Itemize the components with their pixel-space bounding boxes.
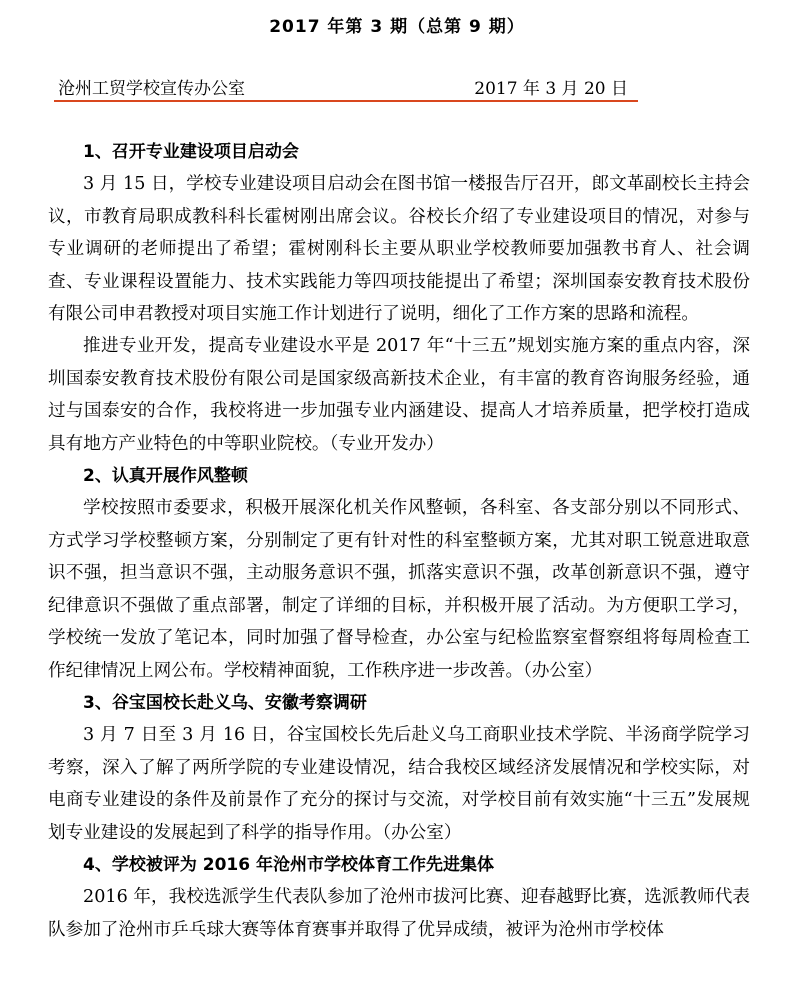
paragraph: 3 月 15 日，学校专业建设项目启动会在图书馆一楼报告厅召开，郎文革副校长主持会议，市教育局职成教科科长霍树刚出席会议。谷校长介绍了专业建设项目的情况，对参与专业调研的老师提出了希望；霍树刚科长主要从职业学校教师要加强教书育人、社会调查、专业课程设置能力、技术实践能力等四项技能提出了希望；深圳国泰安教育技术股份有限公司申君教授对项目实施工作计划进行了说明，细化了工作方案的思路和流程。 [48,174,750,325]
article-content [48,136,750,946]
section-title: 4、学校被评为 2016 年沧州市学校体育工作先进集体 [83,854,494,875]
paragraph: 学校按照市委要求，积极开展深化机关作风整顿，各科室、各支部分别以不同形式、方式学习学校整顿方案，分别制定了更有针对性的科室整顿方案，尤其对职工锐意进取意识不强，担当意识不强，主动服务意识不强，抓落实意识不强，改革创新意识不强，遵守纪律意识不强做了重点部署，制定了详细的目标，并积极开展了活动。为方便职工学习，学校统一发放了笔记本，同时加强了督导检查，办公室与纪检监察室督察组将每周检查工作纪律情况上网公布。学校精神面貌，工作秩序进一步改善。（办公室） [48,498,750,681]
header-divider [54,100,638,102]
header-line [54,72,636,102]
section-title: 1、召开专业建设项目启动会 [83,142,299,162]
section-3 [48,687,750,849]
issue-title: 2017 年第 3 期（总第 9 期） [269,17,525,37]
paragraph: 2016 年，我校选派学生代表队参加了沧州市拔河比赛、迎春越野比赛，选派教师代表队参加了沧州市乒乓球大赛等体育赛事并取得了优异成绩，被评为沧州市学校体 [48,887,750,940]
office-name: 沧州工贸学校宣传办公室 [58,79,245,99]
section-2 [48,460,750,687]
section-4 [48,849,750,946]
section-1 [48,136,750,460]
paragraph: 3 月 7 日至 3 月 16 日，谷宝国校长先后赴义乌工商职业技术学院、半汤商学院学习考察，深入了解了两所学院的专业建设情况，结合我校区域经济发展情况和学校实际，对电商专业建设的条件及前景作了充分的探讨与交流，对学校目前有效实施“十三五”发展规划专业建设的发展起到了科学的指导作用。（办公室） [48,725,750,843]
paragraph: 推进专业开发，提高专业建设水平是 2017 年“十三五”规划实施方案的重点内容，深圳国泰安教育技术股份有限公司是国家级高新技术企业，有丰富的教育咨询服务经验，通过与国泰安的合作，我校将进一步加强专业内涵建设、提高人才培养质量，把学校打造成具有地方产业特色的中等职业院校。（专业开发办） [48,336,750,454]
section-title: 2、认真开展作风整顿 [83,466,248,487]
issue-date: 2017 年 3 月 20 日 [474,79,628,99]
section-title: 3、谷宝国校长赴义乌、安徽考察调研 [83,692,367,713]
